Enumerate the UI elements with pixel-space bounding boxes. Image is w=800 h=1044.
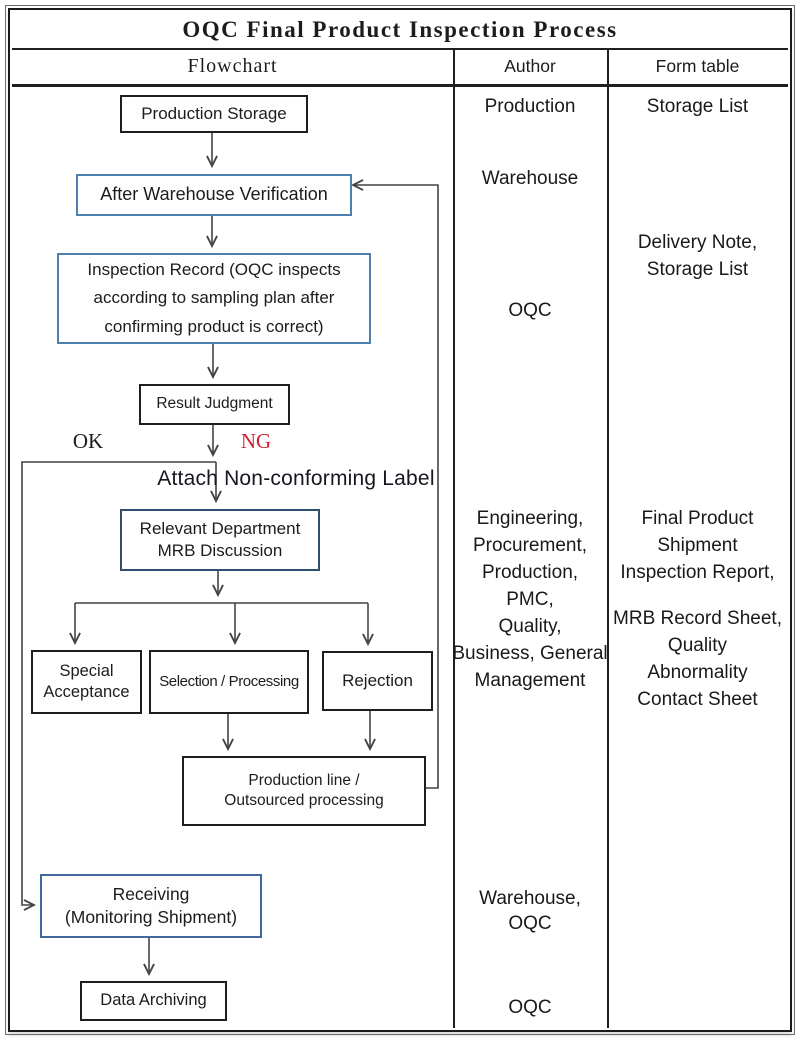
author-oqc-archiving: OQC (508, 997, 552, 1018)
form-mrb-sheets: MRB Record Sheet, Quality Abnormality Contact Sheet (613, 608, 782, 710)
author-oqc-inspection: OQC (508, 300, 552, 321)
author-warehouse: Warehouse (481, 168, 579, 189)
flow-node-inspection-record: Inspection Record (OQC inspects according to sampling plan after confirming product is correct) (57, 253, 371, 344)
flow-node-receiving: Receiving (Monitoring Shipment) (40, 874, 262, 938)
flow-node-rejection: Rejection (322, 651, 433, 711)
column-header-flowchart: Flowchart (187, 54, 278, 77)
ng-branch-label: NG (240, 429, 272, 453)
flow-node-data-archiving: Data Archiving (80, 981, 227, 1021)
column-header-author: Author (504, 55, 556, 76)
form-delivery-note: Delivery Note, Storage List (637, 232, 758, 280)
author-production: Production (484, 96, 576, 117)
flow-node-mrb-discussion: Relevant Department MRB Discussion (120, 509, 320, 571)
flow-node-production-storage: Production Storage (120, 95, 308, 133)
page-title: OQC Final Product Inspection Process (182, 17, 618, 42)
header-row-divider (12, 84, 788, 87)
flow-node-selection-processing: Selection / Processing (149, 650, 309, 714)
author-receiving-team: Warehouse, OQC (479, 888, 581, 934)
form-storage-list: Storage List (646, 96, 749, 117)
flow-node-after-warehouse-verification: After Warehouse Verification (76, 174, 352, 216)
attach-non-conforming-label-text: Attach Non-conforming Label (157, 467, 435, 490)
author-mrb-team: Engineering, Procurement, Production, PMC, Quality, Business, General Management (452, 508, 608, 691)
flow-node-special-acceptance: Special Acceptance (31, 650, 142, 714)
column-header-form-table: Form table (655, 55, 740, 76)
ok-branch-label: OK (72, 429, 104, 453)
form-final-report: Final Product Shipment Inspection Report, (620, 508, 775, 583)
flow-node-result-judgment: Result Judgment (139, 384, 290, 425)
flow-node-production-line-outsourced: Production line / Outsourced processing (182, 756, 426, 826)
